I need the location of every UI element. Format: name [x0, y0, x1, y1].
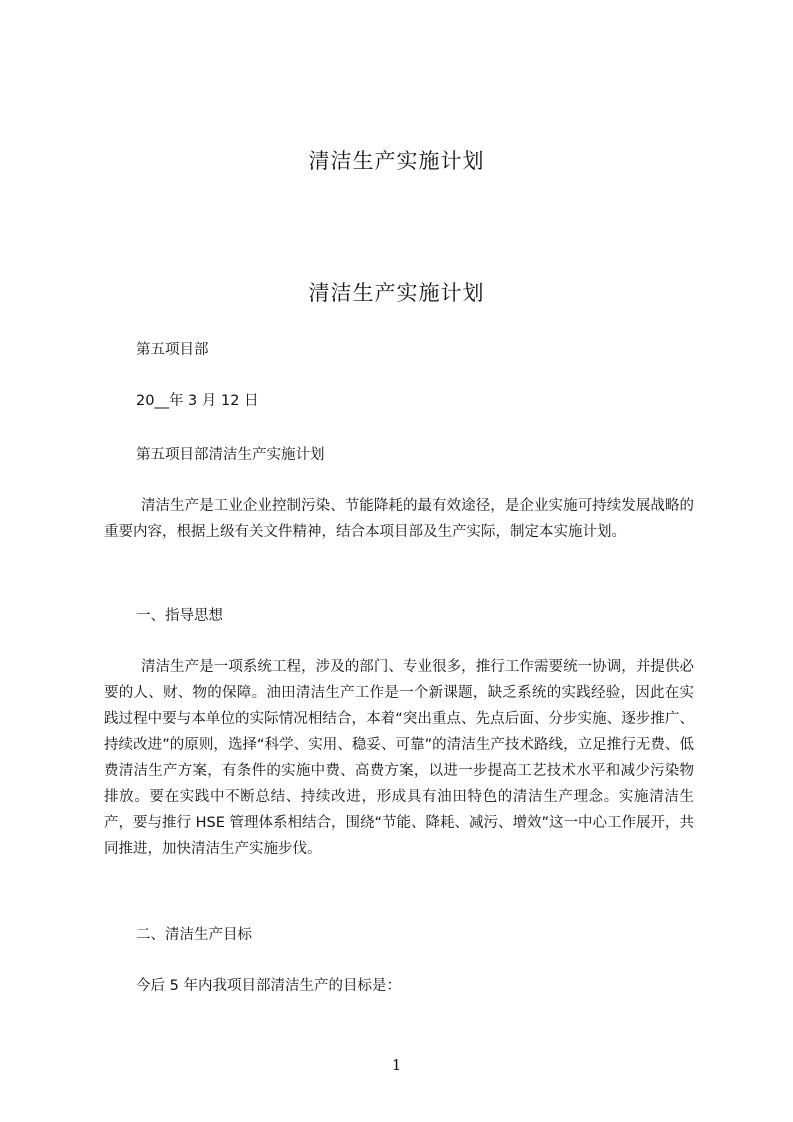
- section1-heading: 一、指导思想: [136, 608, 223, 624]
- section2-heading: 二、清洁生产目标: [136, 927, 252, 943]
- intro-paragraph: 清洁生产是工业企业控制污染、节能降耗的最有效途径，是企业实施可持续发展战略的重要内容，根据上级有关文件精神，结合本项目部及生产实际，制定本实施计划。: [104, 498, 694, 540]
- date-line: 20__年 3 月 12 日: [136, 393, 259, 409]
- page-number: 1: [391, 1056, 402, 1074]
- department-line: 第五项目部: [136, 342, 209, 358]
- section1-paragraph: 清洁生产是一项系统工程，涉及的部门、专业很多，推行工作需要统一协调，并提供必要的人、财、物的保障。油田清洁生产工作是一个新课题，缺乏系统的实践经验，因此在实践过程中要与本单位的实际情况相结合，本着“突出重点、先点后面、分步实施、逐步推广、持续改进”的原则，选择“科学、实用、稳妥、可靠”的清洁生产技术路线，立足推行无费、低费清洁生产方案，有条件的实施中费、高费方案，以进一步提高工艺技术水平和减少污染物排放。要在实践中不断总结、持续改进，形成具有油田特色的清洁生产理念。实施清洁生产，要与推行 HSE 管理体系相结合，围绕“节能、降耗、减污、增效”这一中心工作展开，共同推进，加快清洁生产实施步伐。: [104, 659, 695, 857]
- subject-line: 第五项目部清洁生产实施计划: [136, 447, 325, 463]
- section2-intro: 今后 5 年内我项目部清洁生产的目标是：: [136, 978, 401, 994]
- cover-title: 清洁生产实施计划: [308, 149, 485, 173]
- document-title: 清洁生产实施计划: [308, 281, 485, 305]
